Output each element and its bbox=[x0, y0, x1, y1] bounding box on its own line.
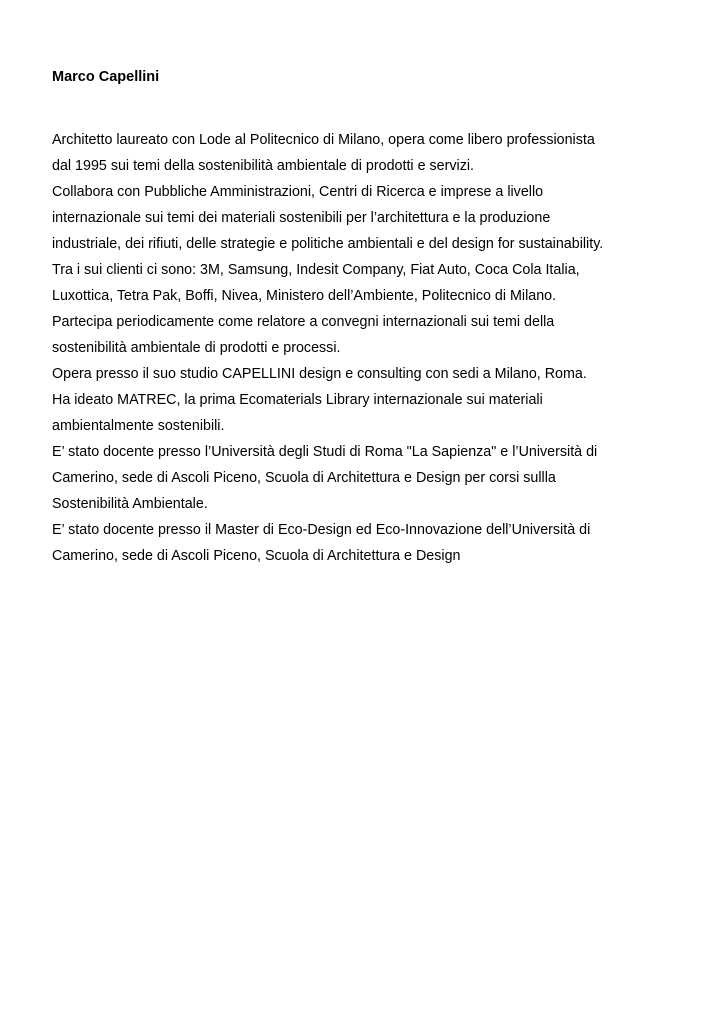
text-line: sostenibilità ambientale di prodotti e processi. bbox=[52, 340, 341, 356]
text-line: internazionale sui temi dei materiali sostenibili per l’architettura e la produzione bbox=[52, 210, 551, 226]
text-line: Partecipa periodicamente come relatore a convegni internazionali sui temi della bbox=[52, 314, 555, 330]
text-line: Opera presso il suo studio CAPELLINI design e consulting con sedi a Milano, Roma. bbox=[52, 366, 587, 382]
text-line: Tra i sui clienti ci sono: 3M, Samsung, Indesit Company, Fiat Auto, Coca Cola Italia, bbox=[52, 262, 580, 278]
text-line: Architetto laureato con Lode al Politecnico di Milano, opera come libero professionista bbox=[52, 132, 595, 148]
biography-text bbox=[52, 127, 712, 569]
text-line: Camerino, sede di Ascoli Piceno, Scuola di Architettura e Design per corsi sullla bbox=[52, 470, 556, 486]
text-line: Collabora con Pubbliche Amministrazioni, Centri di Ricerca e imprese a livello bbox=[52, 184, 544, 200]
text-line: Camerino, sede di Ascoli Piceno, Scuola di Architettura e Design bbox=[52, 548, 461, 564]
text-line: ambientalmente sostenibili. bbox=[52, 418, 225, 434]
text-line: Ha ideato MATREC, la prima Ecomaterials Library internazionale sui materiali bbox=[52, 392, 543, 408]
document-title: Marco Capellini bbox=[52, 69, 160, 85]
text-line: dal 1995 sui temi della sostenibilità ambientale di prodotti e servizi. bbox=[52, 158, 474, 174]
text-line: E’ stato docente presso l’Università degli Studi di Roma "La Sapienza" e l’Università di bbox=[52, 444, 598, 460]
text-line: Sostenibilità Ambientale. bbox=[52, 496, 208, 512]
text-line: industriale, dei rifiuti, delle strategie e politiche ambientali e del design for sustainability. bbox=[52, 236, 604, 252]
text-line: Luxottica, Tetra Pak, Boffi, Nivea, Ministero dell’Ambiente, Politecnico di Milano. bbox=[52, 288, 557, 304]
text-line: E’ stato docente presso il Master di Eco-Design ed Eco-Innovazione dell’Università di bbox=[52, 522, 591, 538]
